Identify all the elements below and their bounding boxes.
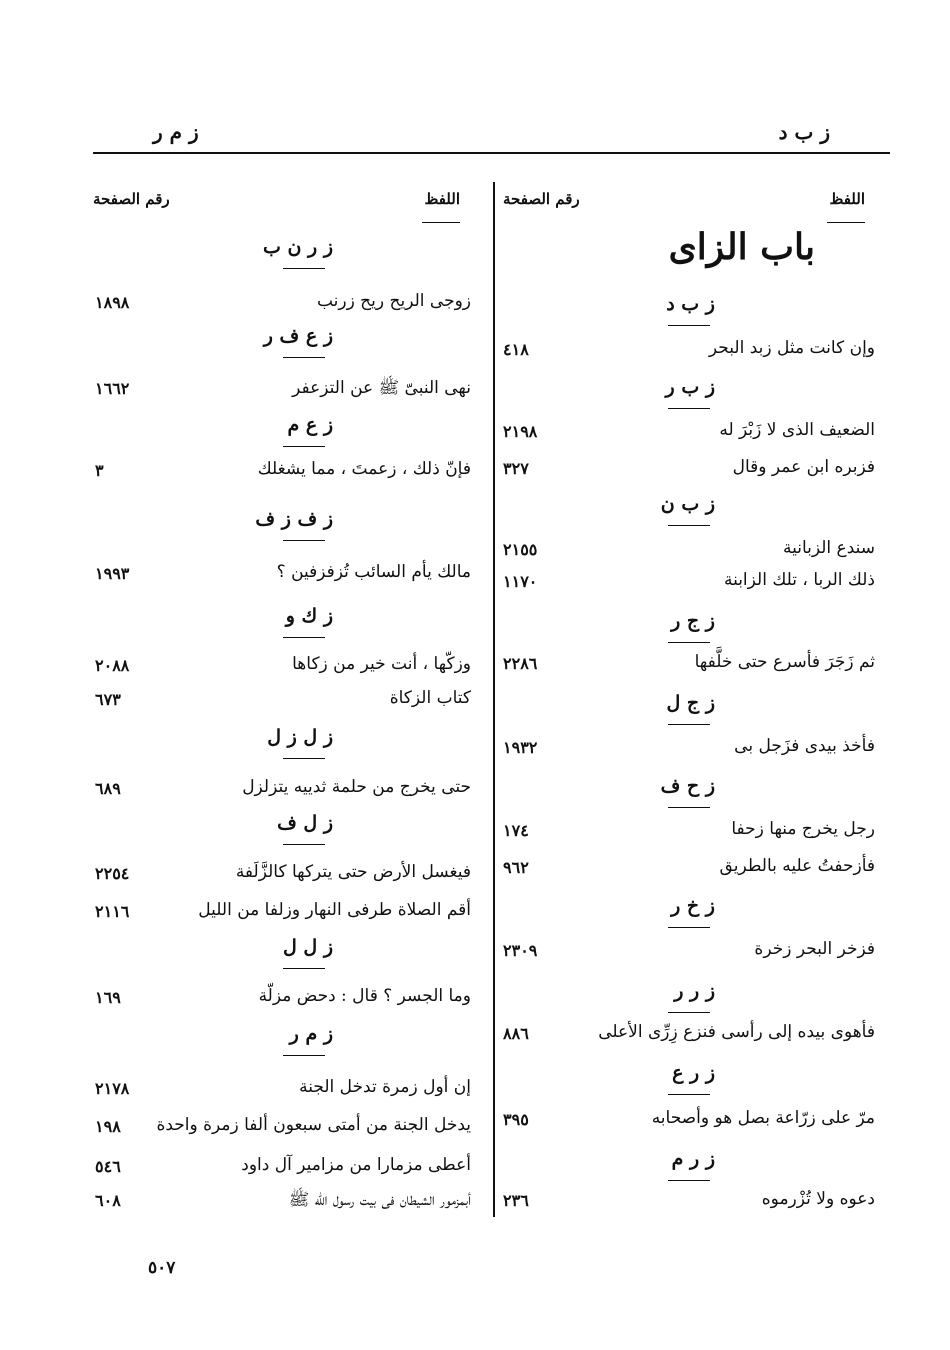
- root-underline: [668, 525, 710, 526]
- entry-page-number: ٢٢٥٤: [95, 864, 130, 883]
- root-letters: ز خ ر: [671, 895, 715, 917]
- root-underline: [668, 408, 710, 409]
- entry-page-number: ٢١١٦: [95, 902, 130, 921]
- right-index-entry: [495, 1104, 890, 1138]
- root-letters: ز ج ر: [671, 610, 715, 632]
- root-underline: [283, 268, 325, 269]
- right-root-heading: [495, 692, 890, 726]
- right-root-heading: [495, 493, 890, 527]
- entry-phrase: نهى النبىّ ﷺ عن التزعفر: [292, 378, 471, 398]
- left-index-entry: [90, 773, 493, 807]
- entry-page-number: ٦٧٣: [95, 690, 121, 709]
- left-root-heading: [90, 936, 493, 970]
- entry-phrase: فإنّ ذلك ، زعمتَ ، مما يشغلك: [257, 459, 471, 479]
- root-letters: ز ل ف: [277, 812, 333, 834]
- entry-page-number: ٢٣٠٩: [503, 941, 538, 960]
- entry-page-number: ٣: [95, 461, 104, 480]
- root-letters: ز ر ن ب: [262, 236, 333, 258]
- root-letters: ز ر ر: [674, 980, 715, 1002]
- left-index-entry: [90, 373, 493, 407]
- left-root-heading: [90, 325, 493, 359]
- root-underline: [668, 1180, 710, 1181]
- entry-page-number: ١١٧٠: [503, 572, 538, 591]
- left-index-entry: [90, 455, 493, 489]
- entry-phrase: وما الجسر ؟ قال : دحض مزلّة: [258, 986, 471, 1006]
- right-index-entry: [495, 566, 890, 600]
- entry-page-number: ١٩٩٣: [95, 564, 130, 583]
- running-header-end-root: ز م ر: [153, 120, 199, 144]
- right-root-heading: [495, 293, 890, 327]
- running-header-start-root: ز ب د: [778, 120, 830, 144]
- entry-page-number: ٦٨٩: [95, 779, 121, 798]
- left-index-entry: [90, 982, 493, 1016]
- left-root-heading: [90, 508, 493, 542]
- entry-phrase: دعوه ولا تُزْرموه: [761, 1189, 875, 1209]
- left-root-heading: [90, 414, 493, 448]
- root-underline: [283, 844, 325, 845]
- entry-phrase: وزكّها ، أنت خير من زكاها: [292, 654, 471, 674]
- left-index-entry: [90, 1151, 493, 1185]
- root-underline: [283, 968, 325, 969]
- root-letters: ز ر ع: [672, 1062, 715, 1084]
- left-page-header: رقم الصفحة: [93, 190, 170, 208]
- root-underline: [283, 1055, 325, 1056]
- entry-page-number: ٢٠٨٨: [95, 656, 130, 675]
- left-root-heading: [90, 605, 493, 639]
- root-letters: ز ب ر: [665, 376, 715, 398]
- entry-phrase: مرّ على زرّاعة بصل هو وأصحابه: [651, 1108, 875, 1128]
- right-index-entry: [495, 534, 890, 568]
- right-index-entry: [495, 1185, 890, 1219]
- left-index-entry: [90, 558, 493, 592]
- right-word-header-underline: [827, 222, 865, 223]
- left-index-entry: [90, 1073, 493, 1107]
- root-underline: [668, 642, 710, 643]
- root-underline: [668, 1094, 710, 1095]
- entry-page-number: ٢٣٦: [503, 1191, 529, 1210]
- entry-page-number: ٩٦٢: [503, 858, 529, 877]
- root-letters: ز ر م: [671, 1148, 715, 1170]
- left-root-heading: [90, 236, 493, 270]
- entry-phrase: إن أول زمرة تدخل الجنة: [299, 1077, 471, 1097]
- entry-phrase: أقم الصلاة طرفى النهار وزلفا من الليل: [198, 900, 471, 920]
- left-index-entry: [90, 858, 493, 892]
- right-word-header: اللفظ: [829, 190, 865, 208]
- left-word-header-underline: [422, 222, 460, 223]
- root-letters: ز ل ل: [282, 936, 333, 958]
- root-letters: ز ب د: [666, 293, 715, 315]
- entry-page-number: ٢١٩٨: [503, 422, 538, 441]
- root-underline: [668, 1012, 710, 1013]
- root-underline: [668, 927, 710, 928]
- entry-phrase: أبمزمور الشيطان فى بيت رسول الله ﷺ: [288, 1190, 471, 1210]
- entry-phrase: يدخل الجنة من أمتى سبعون ألفا زمرة واحدة: [156, 1115, 471, 1135]
- entry-phrase: كتاب الزكاة: [389, 688, 471, 708]
- right-page-header: رقم الصفحة: [503, 190, 580, 208]
- page-number: ٥٠٧: [148, 1258, 176, 1278]
- left-index-entry: [90, 684, 493, 718]
- right-root-heading: [495, 980, 890, 1014]
- entry-phrase: فزبره ابن عمر وقال: [732, 457, 875, 477]
- entry-phrase: فأهوى بيده إلى رأسى فنزع زِرِّى الأعلى: [598, 1022, 875, 1042]
- left-index-entry: [90, 1111, 493, 1145]
- left-root-heading: [90, 812, 493, 846]
- entry-page-number: ٥٤٦: [95, 1157, 121, 1176]
- entry-page-number: ٢١٧٨: [95, 1079, 130, 1098]
- entry-page-number: ٦٠٨: [95, 1191, 121, 1210]
- root-letters: ز ع ف ر: [263, 325, 333, 347]
- left-index-entry: [90, 896, 493, 930]
- right-index-entry: [495, 815, 890, 849]
- root-underline: [283, 357, 325, 358]
- entry-page-number: ٤١٨: [503, 340, 529, 359]
- left-index-entry: [90, 1185, 493, 1219]
- right-index-entry: [495, 334, 890, 368]
- chapter-title: باب الزاى: [668, 226, 815, 268]
- root-letters: ز ج ل: [666, 692, 715, 714]
- entry-phrase: أعطى مزمارا من مزامير آل داود: [241, 1155, 471, 1175]
- entry-page-number: ١٧٤: [503, 821, 529, 840]
- root-underline: [283, 540, 325, 541]
- entry-page-number: ٣٩٥: [503, 1110, 529, 1129]
- right-root-heading: [495, 610, 890, 644]
- entry-phrase: زوجى الريح ريح زرنب: [316, 291, 471, 311]
- entry-phrase: سندع الزبانية: [782, 538, 875, 558]
- entry-phrase: وإن كانت مثل زبد البحر: [708, 338, 875, 358]
- root-underline: [668, 807, 710, 808]
- root-letters: ز ك و: [285, 605, 333, 627]
- entry-phrase: الضعيف الذى لا زَبْرَ له: [719, 420, 875, 440]
- right-index-entry: [495, 648, 890, 682]
- entry-phrase: ثم زَجَرَ فأسرع حتى خلَّفها: [694, 652, 875, 672]
- entry-phrase: رجل يخرج منها زحفا: [731, 819, 875, 839]
- root-letters: ز ع م: [287, 414, 333, 436]
- root-letters: ز ح ف: [660, 775, 715, 797]
- entry-page-number: ١٩٣٢: [503, 738, 538, 757]
- right-root-heading: [495, 895, 890, 929]
- header-rule: [93, 152, 890, 154]
- right-root-heading: [495, 775, 890, 809]
- entry-page-number: ١٦٩: [95, 988, 121, 1007]
- right-root-heading: [495, 376, 890, 410]
- right-root-heading: [495, 1062, 890, 1096]
- right-index-entry: [495, 416, 890, 450]
- entry-page-number: ٨٨٦: [503, 1024, 529, 1043]
- left-index-entry: [90, 287, 493, 321]
- left-root-heading: [90, 726, 493, 760]
- entry-phrase: فيغسل الأرض حتى يتركها كالزَّلَفة: [235, 862, 471, 882]
- entry-phrase: حتى يخرج من حلمة ثدييه يتزلزل: [242, 777, 471, 797]
- entry-page-number: ٢١٥٥: [503, 540, 538, 559]
- left-index-entry: [90, 650, 493, 684]
- entry-phrase: مالك يأم السائب تُزفزفين ؟: [276, 562, 471, 582]
- right-index-entry: [495, 852, 890, 886]
- root-letters: ز ف ز ف: [255, 508, 333, 530]
- left-root-heading: [90, 1023, 493, 1057]
- root-letters: ز ل ز ل: [267, 726, 333, 748]
- root-underline: [668, 325, 710, 326]
- root-letters: ز م ر: [289, 1023, 333, 1045]
- entry-phrase: فزخر البحر زخرة: [754, 939, 875, 959]
- entry-page-number: ١٦٦٢: [95, 379, 130, 398]
- right-index-entry: [495, 453, 890, 487]
- entry-page-number: ١٩٨: [95, 1117, 121, 1136]
- right-root-heading: [495, 1148, 890, 1182]
- root-underline: [283, 637, 325, 638]
- right-index-entry: [495, 732, 890, 766]
- entry-page-number: ٣٢٧: [503, 459, 529, 478]
- entry-phrase: فأزحفتُ عليه بالطريق: [719, 856, 875, 876]
- root-underline: [668, 724, 710, 725]
- left-word-header: اللفظ: [424, 190, 460, 208]
- entry-page-number: ١٨٩٨: [95, 293, 130, 312]
- right-index-entry: [495, 1018, 890, 1052]
- right-index-entry: [495, 935, 890, 969]
- entry-page-number: ٢٢٨٦: [503, 654, 538, 673]
- entry-phrase: فأخذ بيدى فزَجل بى: [734, 736, 875, 756]
- entry-phrase: ذلك الربا ، تلك الزابنة: [723, 570, 875, 590]
- root-underline: [283, 758, 325, 759]
- root-underline: [283, 446, 325, 447]
- root-letters: ز ب ن: [660, 493, 715, 515]
